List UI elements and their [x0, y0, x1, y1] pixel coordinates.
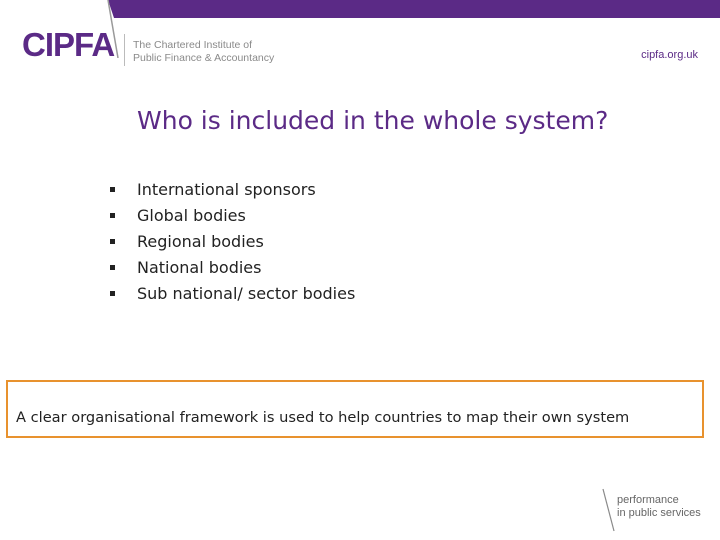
bullet-text: Regional bodies — [137, 232, 264, 251]
bullet-text: International sponsors — [137, 180, 316, 199]
bullet-text: Sub national/ sector bodies — [137, 284, 356, 303]
callout-box — [6, 380, 704, 438]
cipfa-logo: CIPFA — [22, 26, 115, 63]
square-bullet-icon — [110, 265, 115, 270]
footer-slash-icon — [602, 488, 616, 532]
logo-divider — [124, 34, 125, 66]
tagline-line-1: The Chartered Institute of — [133, 39, 253, 51]
footer-tagline-line-2: in public services — [617, 507, 701, 519]
bullet-text: Global bodies — [137, 206, 246, 225]
tagline-line-2: Public Finance & Accountancy — [133, 52, 275, 64]
slide-title: Who is included in the whole system? — [137, 106, 609, 135]
callout-text: A clear organisational framework is used to help countries to map their own system — [16, 409, 630, 426]
footer-tagline-line-1: performance — [617, 494, 679, 506]
bullet-text: National bodies — [137, 258, 262, 277]
institute-tagline — [133, 39, 274, 65]
square-bullet-icon — [110, 239, 115, 244]
square-bullet-icon — [110, 187, 115, 192]
square-bullet-icon — [110, 291, 115, 296]
square-bullet-icon — [110, 213, 115, 218]
footer-tagline — [617, 494, 701, 520]
site-url-link[interactable]: cipfa.org.uk — [641, 49, 698, 61]
